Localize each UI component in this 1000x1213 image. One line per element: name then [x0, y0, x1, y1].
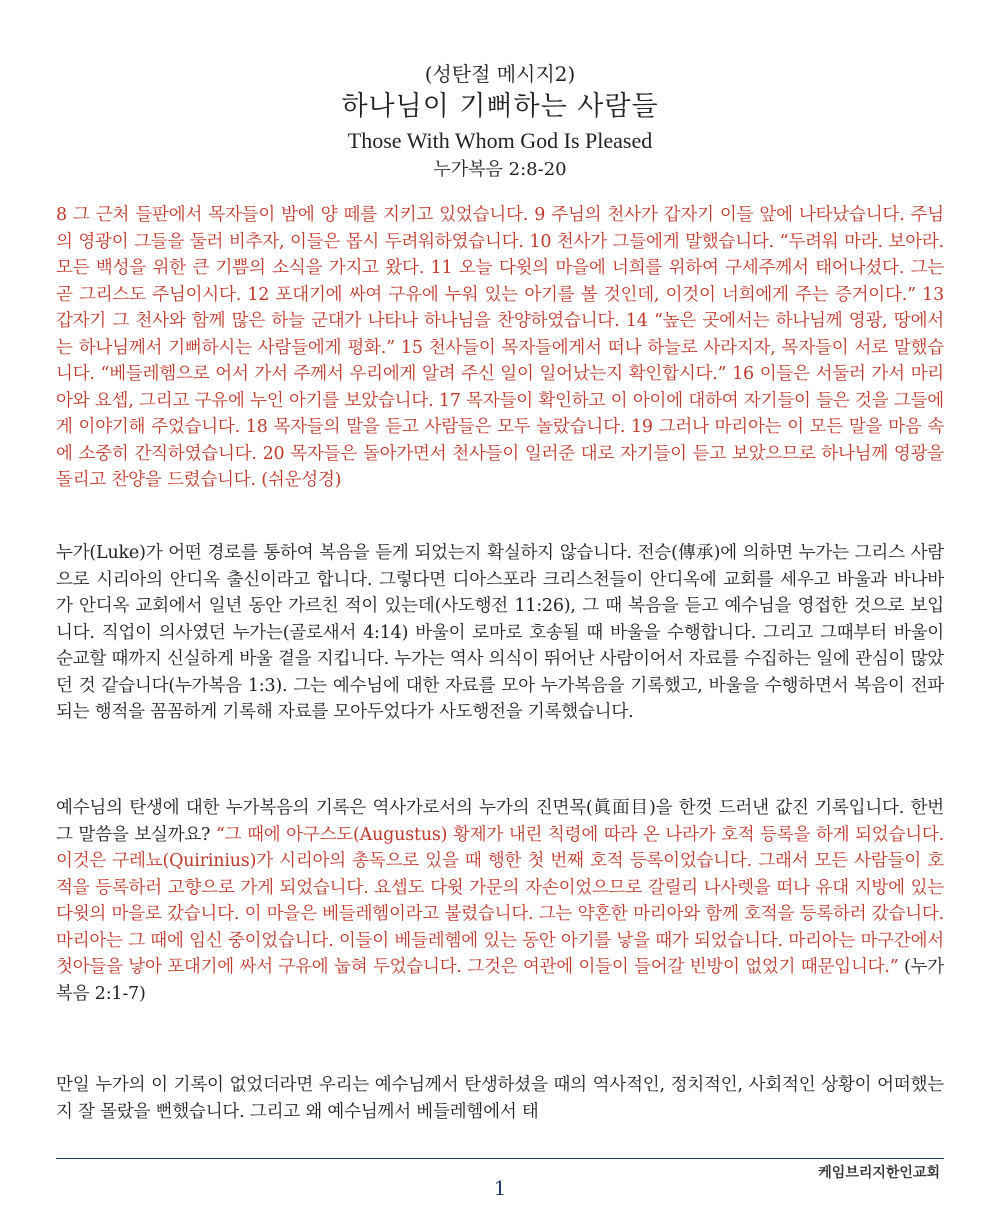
scripture-passage: 8 그 근처 들판에서 목자들이 밤에 양 떼를 지키고 있었습니다. 9 주님의 천사가 갑자기 이들 앞에 나타났습니다. 주님의 영광이 그들을 둘러 비추자, 이들은 몹시 두려워하였습니다. 10 천사가 그들에게 말했습니다. “두려워 마라. 보아라. 모든 백성을 위한 큰 기쁨의 소식을 가지고 왔다. 11 오늘 다윗의 마을에 너희를 위하여 구세주께서 태어나셨다. 그는 곧 그리스도 주님이시다. 12 포대기에 싸여 구유에 누워 있는 아기를 볼 것인데, 이것이 너희에게 주는 증거이다.” 13 갑자기 그 천사와 함께 많은 하늘 군대가 나타나 하나님을 찬양하였습니다. 14 “높은 곳에서는 하나님께 영광, 땅에서는 하나님께서 기뻐하시는 사람들에게 평화.” 15 천사들이 목자들에게서 떠나 하늘로 사라지자, 목자들이 서로 말했습니다. “베들레헴으로 어서 가서 주께서 우리에게 알려 주신 일이 일어났는지 확인합시다.” 16 이들은 서둘러 가서 마리아와 요셉, 그리고 구유에 누인 아기를 보았습니다. 17 목자들이 확인하고 이 아이에 대하여 자기들이 들은 것을 그들에게 이야기해 주었습니다. 18 목자들의 말을 듣고 사람들은 모두 놀랐습니다. 19 그러나 마리아는 이 모든 말을 마음 속에 소중히 간직하였습니다. 20 목자들은 돌아가면서 천사들이 일러준 대로 자기들이 듣고 보았으므로 하나님께 영광을 돌리고 찬양을 드렸습니다. (쉬운성경): [56, 205, 944, 490]
paragraph-2-reference: (누가복음 2:1-7): [56, 957, 944, 1004]
paragraph-2-intro: 예수님의 탄생에 대한 누가복음의 기록은 역사가로서의 누가의 진면목(眞面目)을 한껏 드러낸 값진 기록입니다. 한번 그 말씀을 보실까요?: [56, 798, 944, 845]
body-paragraph-2: [56, 795, 944, 1007]
body-paragraph-1: 누가(Luke)가 어떤 경로를 통하여 복음을 듣게 되었는지 확실하지 않습니다. 전승(傳承)에 의하면 누가는 그리스 사람으로 시리아의 안디옥 출신이라고 합니다. 그렇다면 디아스포라 크리스천들이 안디옥에 교회를 세우고 바울과 바나바가 안디옥 교회에서 일년 동안 가르친 적이 있는데(사도행전 11:26), 그 때 복음을 듣고 예수님을 영접한 것으로 보입니다. 직업이 의사였던 누가는(골로새서 4:14) 바울이 로마로 호송될 때 바울을 수행합니다. 그리고 그때부터 바울이 순교할 때까지 신실하게 바울 곁을 지킵니다. 누가는 역사 의식이 뛰어난 사람이어서 자료를 수집하는 일에 관심이 많았던 것 같습니다(누가복음 1:3). 그는 예수님에 대한 자료를 모아 누가복음을 기록했고, 바울을 수행하면서 복음이 전파되는 행적을 꼼꼼하게 기록해 자료를 모아두었다가 사도행전을 기록했습니다.: [56, 543, 944, 722]
body-paragraph-3: 만일 누가의 이 기록이 없었더라면 우리는 예수님께서 탄생하셨을 때의 역사적인, 정치적인, 사회적인 상황이 어떠했는지 잘 몰랐을 뻔했습니다. 그리고 왜 예수님께서 베들레헴에서 태: [56, 1075, 944, 1122]
page-number: 1: [493, 1176, 507, 1200]
sermon-title-english: Those With Whom God Is Pleased: [347, 128, 653, 153]
sermon-title-korean: 하나님이 기뻐하는 사람들: [341, 91, 659, 122]
paragraph-2-quote: “그 때에 아구스도(Augustus) 황제가 내린 칙령에 따라 온 나라가 호적 등록을 하게 되었습니다. 이것은 구레뇨(Quirinius)가 시리아의 총독으로 있을 때 행한 첫 번째 호적 등록이었습니다. 그래서 모든 사람들이 호적을 등록하러 고향으로 가게 되었습니다. 요셉도 다윗 가문의 자손이었으므로 갈릴리 나사렛을 떠나 유대 지방에 있는 다윗의 마을로 갔습니다. 이 마을은 베들레헴이라고 불렸습니다. 그는 약혼한 마리아와 함께 호적을 등록하러 갔습니다. 마리아는 그 때에 임신 중이었습니다. 이들이 베들레헴에 있는 동안 아기를 낳을 때가 되었습니다. 마리아는 마구간에서 첫아들을 낳아 포대기에 싸서 구유에 눕혀 두었습니다. 그것은 여관에 이들이 들어갈 빈방이 없었기 때문입니다.”: [56, 824, 944, 977]
sermon-series-label: (성탄절 메시지2): [424, 62, 576, 86]
footer-divider: [56, 1158, 944, 1159]
footer-church-name: 케임브리지한인교회: [818, 1165, 940, 1181]
scripture-reference: 누가복음 2:8-20: [433, 159, 567, 180]
sermon-header: [0, 60, 1000, 184]
